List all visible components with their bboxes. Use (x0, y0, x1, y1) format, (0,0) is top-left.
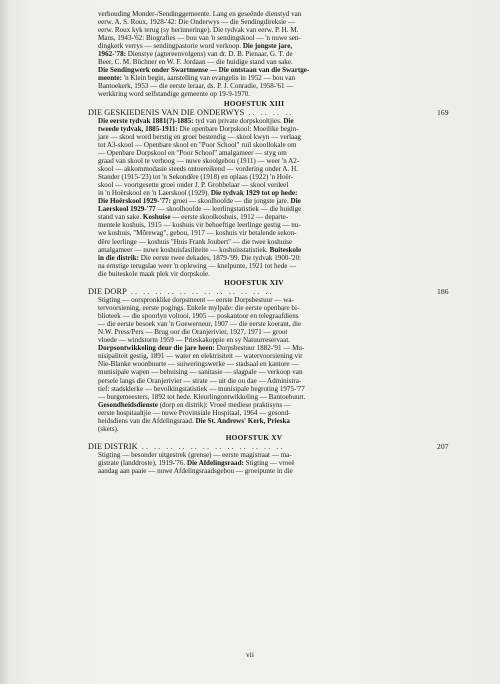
text-segment: Mans, 1943-'62: Biografies — bou van 'n sendingskool — 'n nuwe sen- (98, 34, 301, 43)
bold-phrase: Die St. Andrews' Kerk, Prieska (195, 416, 290, 425)
chapters-list (88, 98, 449, 476)
text-segment: (dorp en distrik): Vroeë mediese praktisyns — (157, 400, 292, 409)
text-segment: N.W. Press/Pers — Brug oor die Oranjerivier, 1927, 1971 — groot (98, 328, 288, 337)
chapter-summary (88, 117, 420, 278)
text-segment: Nie-Blanke woonbuurte — suiweringswerke — stadsaal en kantore — (98, 360, 299, 369)
text-segment: die buiteskole maak plek vir dorpskole. (98, 269, 210, 278)
summary-line (98, 141, 420, 149)
text-segment: Dorpsbestuur 1882-'91 — Mu- (214, 344, 305, 353)
bold-phrase: in die distrik: (98, 253, 139, 262)
bold-phrase: Die tydvak 1929 tot op hede: (210, 189, 298, 198)
summary-line (98, 336, 420, 344)
bold-phrase: Die Afdelingsraad: (186, 459, 244, 468)
summary-line (98, 197, 420, 205)
table-of-contents (88, 10, 449, 476)
page-binding-edge (0, 0, 8, 684)
text-segment: groei — skoolhoofde — die jongste jare. (170, 197, 291, 206)
text-segment: tot A3-skool — Openbare skool en "Poor School" ruil skoollokale om (98, 140, 297, 149)
intro-line (98, 58, 420, 66)
chapter-title: DIE GESKIEDENIS VAN DIE ONDERWYS (88, 107, 245, 117)
summary-line (98, 246, 420, 254)
chapter-section (88, 98, 449, 278)
summary-line (98, 270, 420, 278)
summary-line (98, 451, 420, 459)
text-segment: we koshuis, "Mõrewag", gebou, 1917 — koshuis vir betalende sekon- (98, 229, 297, 238)
summary-line (98, 133, 420, 141)
bold-phrase: meente: (98, 74, 123, 83)
text-segment: na ernstige terugslae weer 'n oplewing — knelpunte, 1921 tot hede — (98, 261, 297, 270)
intro-line (98, 50, 420, 58)
summary-line (98, 117, 420, 125)
summary-line (98, 149, 420, 157)
leader-dots: .. .. .. .. (244, 107, 294, 117)
chapter-title: DIE DORP (88, 287, 127, 297)
chapter-title-line (88, 287, 449, 297)
intro-line (98, 42, 420, 50)
bold-phrase: Koshuise (142, 213, 171, 222)
text-segment: — burgemeesters, 1892 tot hede. Kleurlingontwikkeling — Bantoebuurt. (98, 392, 306, 401)
intro-section (88, 10, 420, 99)
summary-line (98, 157, 420, 165)
summary-line (98, 312, 420, 320)
bold-phrase: Die jongste jare, (242, 42, 293, 51)
leader-dots: .. .. .. .. .. .. .. .. .. .. .. .. (137, 442, 285, 452)
text-segment: blioteek — die spoorlyn voltooi, 1905 — poskantoor en telegraafdiens (98, 312, 299, 321)
text-segment: aandag aan paaie — nuwe Afdelingsraadsgebou — groeipunte in die (98, 467, 293, 476)
summary-line (98, 360, 420, 368)
text-segment: — eerste skoolkoshuis, 1912 — departe- (170, 213, 289, 222)
intro-line (98, 18, 420, 26)
text-segment: dingkerk verrys — sendingpastorie word verkoop. (98, 42, 243, 51)
summary-line (98, 181, 420, 189)
chapter-summary (88, 296, 420, 433)
summary-line (98, 125, 420, 133)
text-segment: tervoorsiening, eerste pogings. Enkele mylpale: die eerste openbare bi- (98, 304, 300, 313)
text-segment: eerw. A. S. Roux, 1928-'42: Die Onderwys — die Sendingdireksie — (98, 18, 296, 27)
summary-line (98, 385, 420, 393)
bold-phrase: Die Hoërskool 1929-'77: (98, 197, 171, 206)
text-segment: in 'n Hoërskool en 'n Laerskool (1929). (98, 189, 211, 198)
text-segment: 'n Klein begin, aanstelling van evangelis in 1952 — bou van (122, 74, 296, 83)
text-segment: stand van sake. (98, 213, 143, 222)
chapter-title-line (88, 442, 449, 452)
text-segment: amalgameer — nuwe koshuisfasiliteite — koshuisstatistiek. (98, 245, 270, 254)
bold-phrase: Laerskool 1929-'77 (98, 205, 156, 214)
text-segment: Stander (1915-'23) tot 'n Sekondêre (1918) en oplaas (1922) 'n Hoër- (98, 173, 294, 182)
text-segment: Beer, C. M. Büchner en W. F. Jordaan — die huidige stand van sake. (98, 58, 293, 67)
summary-line (98, 467, 420, 475)
text-segment: Stigting — vroeë (243, 459, 295, 468)
bold-phrase: Die (283, 116, 294, 125)
chapter-page-number: 186 (437, 287, 449, 297)
bold-phrase: 1962-'78: (98, 50, 126, 59)
intro-line (98, 34, 420, 42)
summary-line (98, 221, 420, 229)
chapter-heading: HOOFSTUK XIV (224, 277, 284, 287)
intro-line (98, 74, 420, 82)
summary-line (98, 296, 420, 304)
summary-line (98, 393, 420, 401)
summary-line (98, 344, 420, 352)
chapter-heading: HOOFSTUK XV (225, 432, 283, 442)
bold-phrase: Die Sendingwerk onder Swartmense — Die ontstaan van die Swartge- (98, 66, 310, 75)
summary-line (98, 417, 420, 425)
text-segment: Die eerste twee dekades, 1879-'99. Die tydvak 1900-'20: (139, 253, 302, 262)
text-segment: gistrate (landdroste), 1919-'76. (98, 459, 187, 468)
text-segment: munisipale wapen — behuising — sanitasie — slagpale — verkoop van (98, 368, 303, 377)
summary-line (98, 262, 420, 270)
chapter-section (88, 277, 449, 433)
page-number: vii (246, 650, 254, 659)
summary-line (98, 304, 420, 312)
summary-line (98, 328, 420, 336)
bold-phrase: Buiteskole (269, 245, 302, 254)
summary-line (98, 368, 420, 376)
bold-phrase: Dorpsontwikkeling deur die jare heen: (98, 344, 215, 353)
text-segment: skool — voortgesette groei onder J. P. Grobbelaar — skool verdeel (98, 181, 289, 190)
text-segment: — skoolhoofde — leerlingstatistiek — die huidige (155, 205, 302, 214)
intro-line (98, 66, 420, 74)
intro-line (98, 10, 420, 18)
summary-line (98, 238, 420, 246)
text-segment: heidsdiens van die Afdelingsraad. (98, 416, 196, 425)
summary-line (98, 254, 420, 262)
text-segment: Stigting — oorspronklike dorpsmeent — eerste Dorpsbestuur — wa- (98, 296, 294, 305)
text-segment: eerw. Roux kyk terug (sy herinneringe). Die tydvak van eerw. P. H. M. (98, 26, 299, 35)
text-segment: Bantoekerk, 1953 — die eerste leraar, ds. P. J. Conradie, 1958-'61 — (98, 82, 294, 91)
text-segment: graad van skool te verhoog — nuwe skoolgebou (1911) — weer 'n A2- (98, 157, 300, 166)
text-segment: Die openbare Dorpskool: Moeilike begin- (177, 124, 299, 133)
text-segment: Stigting — besonder uitgestrek (grense) — eerste magistraat — ma- (98, 451, 292, 460)
bold-phrase: Die (290, 197, 301, 206)
chapter-page-number: 207 (437, 442, 449, 452)
text-segment: Dienstye (agtereenvolgens) van dr. D. B. Pienaar, G. T. de (125, 50, 293, 59)
text-segment: mentele koshuis, 1915 — koshuis vir behoeftige leerlinge gestig — nu- (98, 221, 301, 230)
text-segment: skool — akkommodasie steeds ontoereikend — vordering onder A. H. (98, 165, 298, 174)
intro-line (98, 90, 420, 98)
text-segment: nisipaliteit gestig, 1891 — water en elektrisiteit — watervoorsiening vir (98, 352, 303, 361)
text-segment: persele langs die Oranjerivier — strate — uit die ou dae — Administra- (98, 376, 302, 385)
summary-line (98, 213, 420, 221)
chapter-summary (88, 451, 420, 475)
summary-line (98, 229, 420, 237)
summary-line (98, 165, 420, 173)
summary-line (98, 173, 420, 181)
summary-line (98, 401, 420, 409)
text-segment: — die eerste besoek van 'n Goewerneur, 1907 — die eerste koerant, die (98, 320, 302, 329)
text-segment: dêre leerlinge — koshuis "Huis Frank Joubert" — die twee koshuise (98, 237, 293, 246)
text-segment: tyd van private dorpskooltjies. (193, 116, 284, 125)
text-segment: verhouding Monder-/Sendinggemeente. Lang en geseënde dienstyd van (98, 10, 302, 18)
text-segment: jare — skool word herstig en groei bestendig — skool kwyn — verlaag (98, 132, 301, 141)
intro-line (98, 82, 420, 90)
text-segment: — Openbare Dorpskool en "Poor School" amalgameer — styg om (98, 149, 287, 157)
text-segment: werkkring word selfstandige gemeente op 19-9-1970. (98, 90, 251, 99)
summary-line (98, 425, 420, 433)
text-segment: eerste hospitaaltjie — nuwe Provinsiale Hospitaal, 1964 — gesond- (98, 408, 291, 417)
chapter-title-line (88, 107, 449, 117)
summary-line (98, 409, 420, 417)
leader-dots: .. .. .. .. .. .. .. .. .. .. .. .. (126, 287, 274, 297)
chapter-heading: HOOFSTUK XIII (223, 98, 285, 108)
summary-line (98, 205, 420, 213)
chapter-title: DIE DISTRIK (88, 442, 138, 452)
summary-line (98, 189, 420, 197)
chapter-page-number: 169 (437, 107, 449, 117)
intro-line (98, 26, 420, 34)
bold-phrase: tweede tydvak, 1885-1911: (98, 124, 178, 133)
summary-line (98, 352, 420, 360)
summary-line (98, 320, 420, 328)
bold-phrase: Die eerste tydvak 1881(?)-1885: (98, 116, 194, 125)
text-segment: tief: stadsklerke — bevolkingstatistiek — munisipale begroting 1975-'77 (98, 384, 305, 393)
chapter-section (88, 432, 449, 476)
summary-line (98, 459, 420, 467)
summary-line (98, 377, 420, 385)
text-segment: vloede — windstorm 1959 — Prieskakoppie en sy Natuurreservaat. (98, 336, 291, 345)
text-segment: (skets). (98, 424, 119, 433)
bold-phrase: Gesondheidsdienste (98, 400, 158, 409)
